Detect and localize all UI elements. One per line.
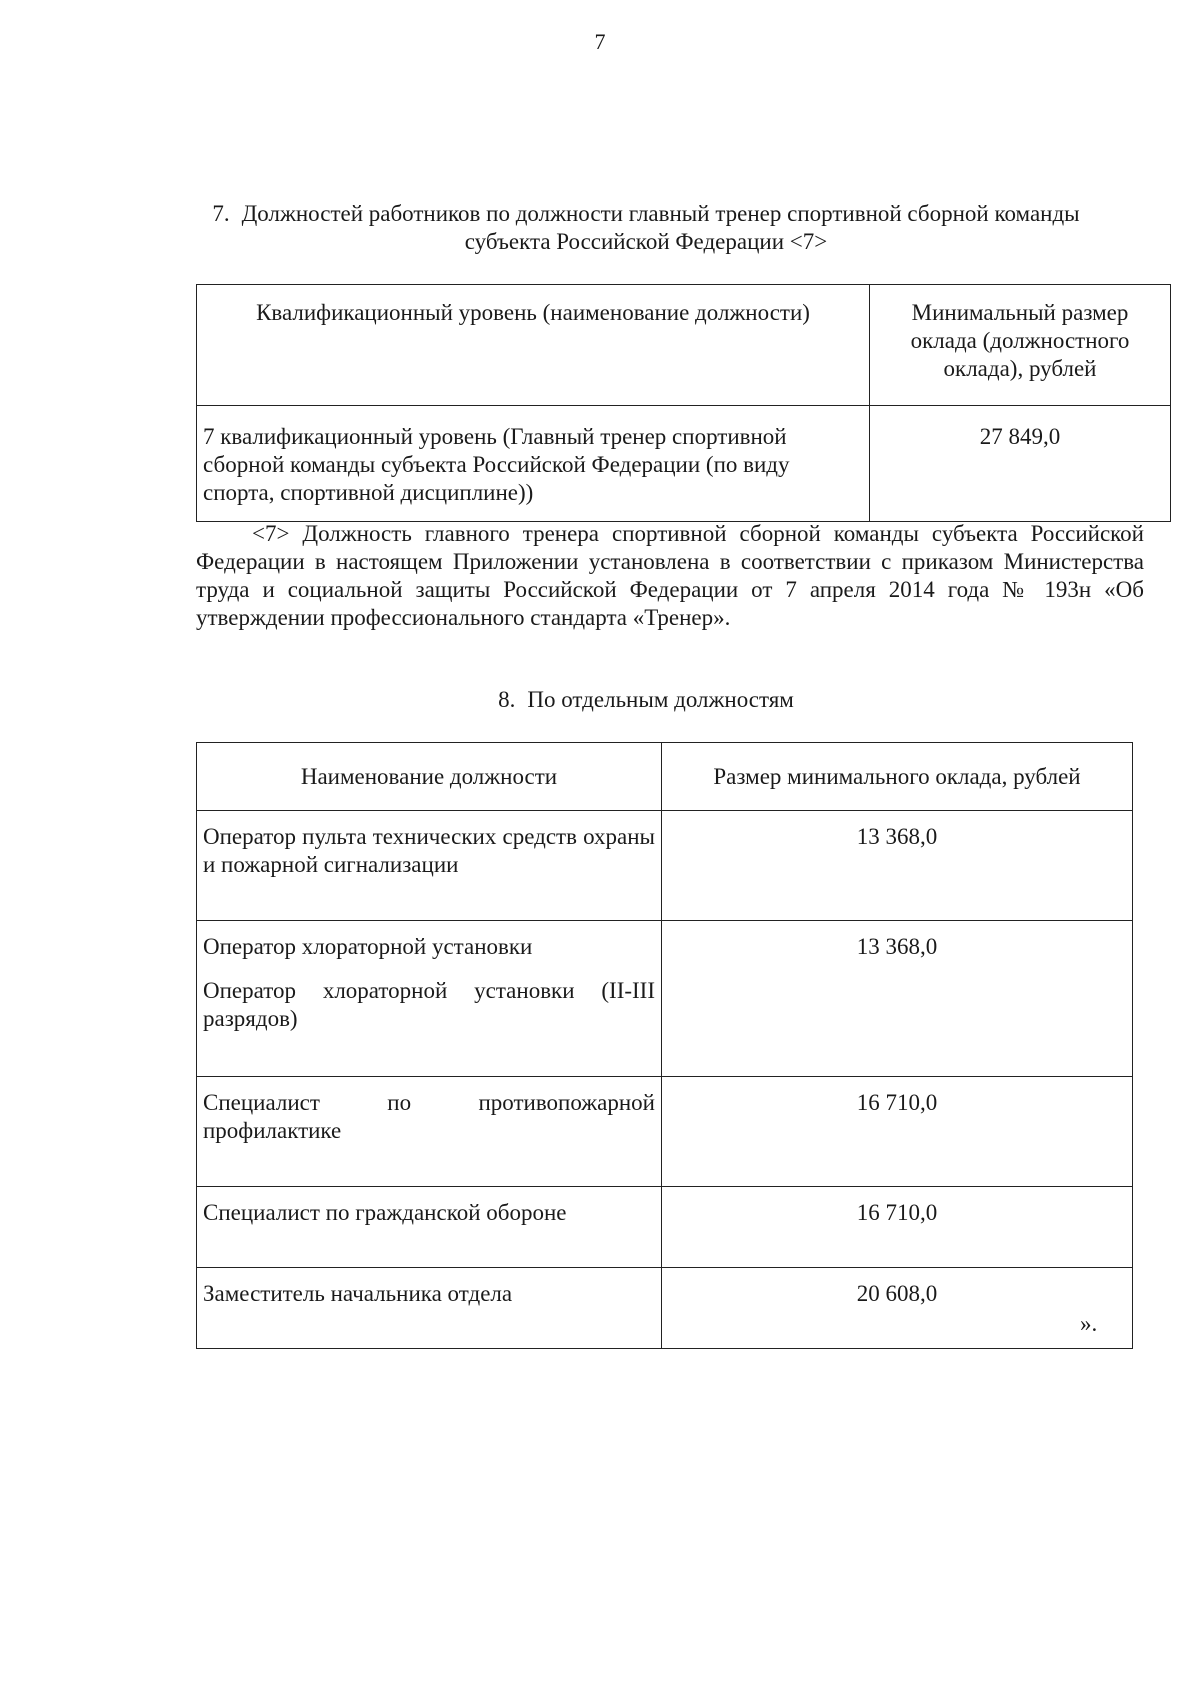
- table-row: [197, 1268, 1133, 1349]
- closing-quote-mark: ».: [1080, 1311, 1098, 1336]
- section-8-title-text: По отдельным должностям: [527, 687, 794, 712]
- position-name: Специалист по гражданской обороне: [197, 1187, 662, 1268]
- section-7-title: [196, 200, 1096, 256]
- position-name: Заместитель начальника отдела: [197, 1268, 662, 1349]
- table-header-min-salary: Размер минимального оклада, рублей: [662, 743, 1133, 811]
- table-header-min-salary: Минимальный размер оклада (должностного оклада), рублей: [870, 285, 1171, 406]
- footnote-7: [196, 520, 1144, 632]
- salary-value: 16 710,0: [662, 1077, 1133, 1187]
- table-row: [197, 921, 1133, 1077]
- table-row: [197, 1077, 1133, 1187]
- footnote-text: <7> Должность главного тренера спортивной сборной команды субъекта Российской Федерации в настоящем Приложении установлена в соответствии с приказом Министерства труда и социальной защиты Российской Федерации от 7 апреля 2014 года № 193н «Об утверждении профессионального стандарта «Тренер».: [196, 521, 1144, 630]
- section-7-table: [196, 284, 1171, 522]
- position-name: Оператор хлораторной установки: [203, 934, 533, 959]
- table-header-row: [197, 285, 1171, 406]
- table-row: [197, 406, 1171, 522]
- section-8-title: [196, 686, 1096, 714]
- position-name: Специалист по противопожарной профилактике: [197, 1077, 662, 1187]
- table-header-position: Наименование должности: [197, 743, 662, 811]
- section-8-table: [196, 742, 1133, 1349]
- page-number: 7: [594, 29, 606, 54]
- section-7-title-text: Должностей работников по должности главный тренер спортивной сборной команды субъекта Российской Федерации <7>: [241, 201, 1080, 254]
- table-row: [197, 811, 1133, 921]
- salary-value: 20 608,0: [662, 1268, 1133, 1349]
- position-name-variant: Оператор хлораторной установки (II-III разрядов): [203, 978, 655, 1031]
- section-8-number: 8.: [498, 687, 516, 712]
- salary-value: 16 710,0: [662, 1187, 1133, 1268]
- position-name-group: [197, 921, 662, 1077]
- salary-value: 13 368,0: [662, 811, 1133, 921]
- table-header-row: [197, 743, 1133, 811]
- position-name: Оператор пульта технических средств охраны и пожарной сигнализации: [197, 811, 662, 921]
- section-7-number: 7.: [212, 201, 230, 226]
- salary-value: 27 849,0: [870, 406, 1171, 522]
- table-header-qualification: Квалификационный уровень (наименование должности): [197, 285, 870, 406]
- table-row: [197, 1187, 1133, 1268]
- position-name: 7 квалификационный уровень (Главный тренер спортивной сборной команды субъекта Российской Федерации (по виду спорта, спортивной дисциплине)): [197, 406, 870, 522]
- salary-value: 13 368,0: [662, 921, 1133, 1077]
